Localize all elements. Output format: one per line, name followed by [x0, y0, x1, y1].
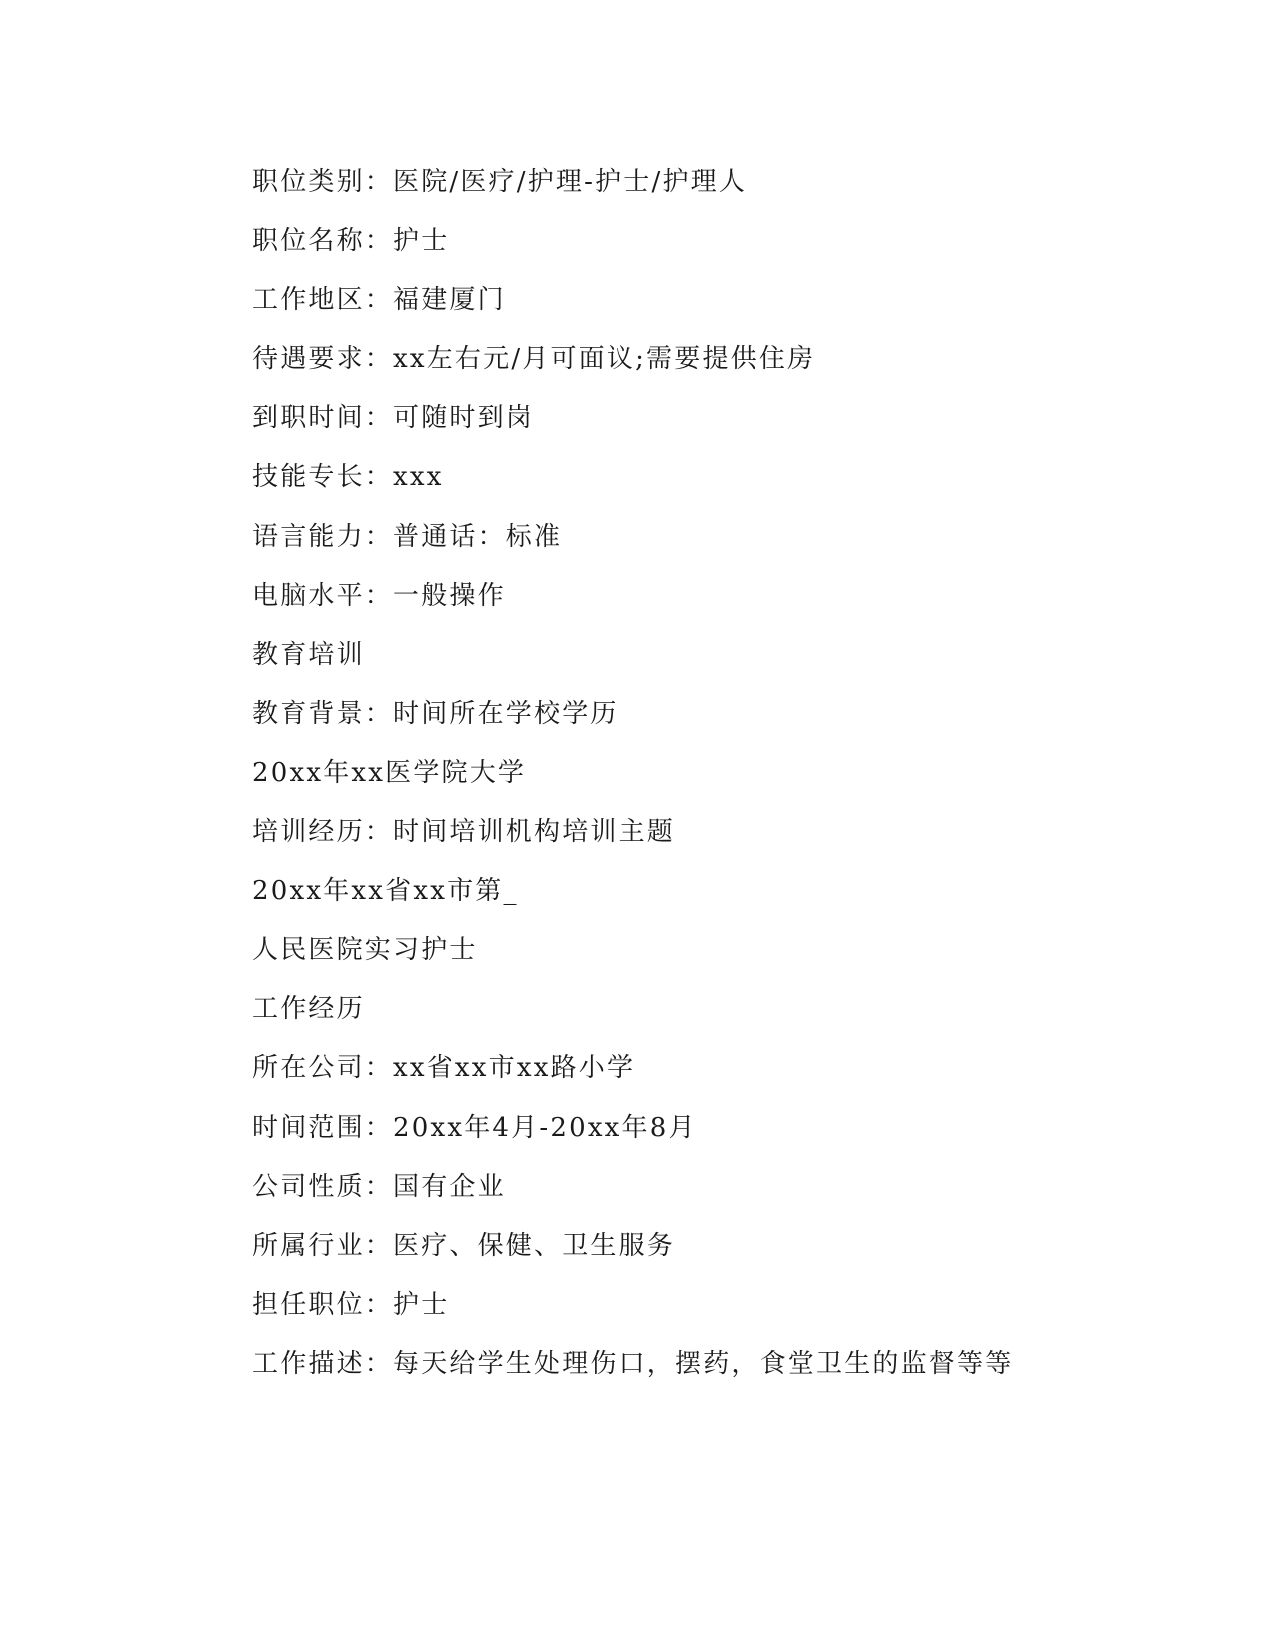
skills-line: 技能专长：xxx — [252, 462, 444, 493]
start-time-line: 到职时间：可随时到岗 — [252, 403, 535, 434]
salary-requirement-line: 待遇要求：xx左右元/月可面议;需要提供住房 — [252, 344, 816, 375]
training-entry-continued-line: 人民医院实习护士 — [252, 935, 478, 966]
education-training-heading: 教育培训 — [252, 639, 365, 670]
time-range-line: 时间范围：20xx年4月-20xx年8月 — [252, 1112, 697, 1143]
company-line: 所在公司：xx省xx市xx路小学 — [252, 1053, 636, 1084]
industry-line: 所属行业：医疗、保健、卫生服务 — [252, 1230, 676, 1261]
language-ability-line: 语言能力：普通话：标准 — [252, 521, 563, 552]
position-held-line: 担任职位：护士 — [252, 1289, 450, 1320]
education-entry-line: 20xx年xx医学院大学 — [252, 757, 527, 788]
training-entry-line: 20xx年xx省xx市第_ — [252, 876, 519, 907]
education-background-line: 教育背景：时间所在学校学历 — [252, 698, 619, 729]
job-description-line: 工作描述：每天给学生处理伤口，摆药，食堂卫生的监督等等 — [252, 1348, 1014, 1379]
position-name-line: 职位名称：护士 — [252, 226, 450, 257]
work-region-line: 工作地区：福建厦门 — [252, 285, 506, 316]
work-experience-heading: 工作经历 — [252, 994, 365, 1025]
training-experience-line: 培训经历：时间培训机构培训主题 — [252, 817, 676, 848]
resume-body — [252, 160, 1112, 1401]
position-category-line: 职位类别：医院/医疗/护理-护士/护理人 — [252, 167, 748, 197]
computer-level-line: 电脑水平：一般操作 — [252, 580, 506, 611]
company-nature-line: 公司性质：国有企业 — [252, 1171, 506, 1202]
